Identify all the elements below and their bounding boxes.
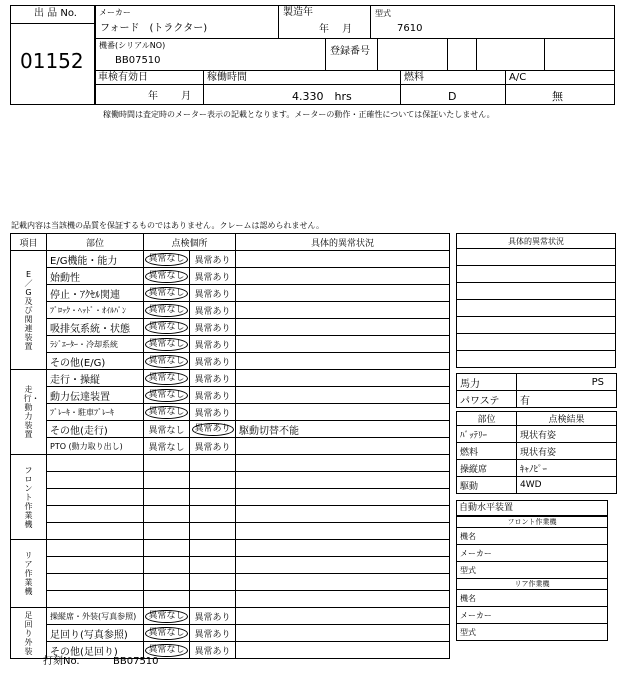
part-cell <box>47 574 144 591</box>
check-ng-cell <box>190 642 236 659</box>
hp-unit: PS <box>517 374 617 391</box>
check-ok-cell <box>144 319 190 336</box>
abnormality-option: 異常あり <box>194 612 231 623</box>
part-cell: その他(走行) <box>47 421 144 438</box>
right-detail-header: 具体的異常状況 <box>457 234 616 249</box>
check-ng-cell <box>190 336 236 353</box>
check-part: 駆動 <box>457 477 517 494</box>
check-row <box>457 443 617 460</box>
front-model-label: 型式 <box>457 562 608 579</box>
detail-cell <box>236 523 450 540</box>
no-abnormality-option: 異常なし <box>145 644 187 657</box>
part-cell <box>47 591 144 608</box>
info-vline-j <box>505 70 506 105</box>
part-header: 部位 <box>457 412 517 426</box>
check-part: 操縦席 <box>457 460 517 477</box>
abnormality-option: 異常あり <box>194 646 231 657</box>
front-maker-label: メーカー <box>457 545 608 562</box>
part-cell: E/G機能・能力 <box>47 251 144 268</box>
rear-maker-label: メーカー <box>457 607 608 624</box>
table-row <box>11 608 450 625</box>
maker-label: メーカー <box>99 8 131 17</box>
lot-number-divider <box>10 23 95 24</box>
no-abnormality-option: 異常なし <box>145 304 187 317</box>
col-detail-header: 具体的異常状況 <box>236 234 450 251</box>
table-row <box>11 557 450 574</box>
part-cell: 始動性 <box>47 268 144 285</box>
year-unit: 年 月 <box>319 24 353 35</box>
detail-cell <box>236 438 450 455</box>
model-label: 型式 <box>375 9 391 18</box>
stamp-value: BB07510 <box>113 656 159 667</box>
section-cell <box>11 455 47 540</box>
check-ng-cell <box>190 540 236 557</box>
right-detail-row <box>457 300 616 317</box>
table-row <box>11 336 450 353</box>
check-ok-cell <box>144 251 190 268</box>
rear-model-label: 型式 <box>457 624 608 641</box>
detail-cell: 駆動切替不能 <box>236 421 450 438</box>
check-ng-cell <box>190 625 236 642</box>
check-ng-cell <box>190 370 236 387</box>
part-cell: 停止・ｱｸｾﾙ関連 <box>47 285 144 302</box>
detail-cell <box>236 625 450 642</box>
serial-label: 機番(シリアルNO) <box>99 41 166 50</box>
table-row <box>11 506 450 523</box>
rear-name-label: 機名 <box>457 590 608 607</box>
col-check-header: 点検個所 <box>144 234 236 251</box>
table-header-row <box>11 234 450 251</box>
right-detail-row <box>457 249 616 266</box>
right-detail-row <box>457 283 616 300</box>
check-ok-cell <box>144 421 190 438</box>
abnormality-option: 異常あり <box>194 289 231 300</box>
info-line-2 <box>95 70 615 71</box>
table-row <box>11 370 450 387</box>
info-vline-g <box>544 38 545 70</box>
info-line-3 <box>95 84 615 85</box>
abnormality-option: 異常あり <box>194 323 231 334</box>
check-ok-cell <box>144 523 190 540</box>
model-value: 7610 <box>397 23 423 34</box>
no-abnormality-option: 異常なし <box>145 372 187 385</box>
check-ok-cell <box>144 438 190 455</box>
table-row <box>11 574 450 591</box>
table-row <box>11 438 450 455</box>
check-ng-cell <box>190 319 236 336</box>
lot-number: 01152 <box>20 49 84 73</box>
table-row <box>11 421 450 438</box>
check-ng-cell <box>190 472 236 489</box>
no-abnormality-option: 異常なし <box>145 338 187 351</box>
check-ng-cell <box>190 455 236 472</box>
check-ng-cell <box>190 489 236 506</box>
check-ok-cell <box>144 336 190 353</box>
check-value: 現状有姿 <box>517 426 617 443</box>
year-label: 製造年 <box>283 7 313 18</box>
table-row <box>11 285 450 302</box>
abnormality-option: 異常あり <box>194 272 231 283</box>
ac-value: 無 <box>552 90 563 103</box>
table-row <box>11 540 450 557</box>
check-ng-cell <box>190 387 236 404</box>
detail-cell <box>236 285 450 302</box>
check-ng-cell <box>190 574 236 591</box>
col-part-header: 部位 <box>47 234 144 251</box>
result-header: 点検結果 <box>517 412 617 426</box>
quality-note: 記載内容は当該機の品質を保証するものではありません。クレームは認められません。 <box>11 221 324 230</box>
section-label: リア作業機 <box>24 551 33 596</box>
part-cell <box>47 523 144 540</box>
table-row <box>11 404 450 421</box>
check-row <box>457 426 617 443</box>
detail-cell <box>236 540 450 557</box>
info-vline-c <box>325 38 326 70</box>
check-ok-cell <box>144 404 190 421</box>
check-ok-cell <box>144 268 190 285</box>
part-cell <box>47 489 144 506</box>
detail-cell <box>236 472 450 489</box>
part-cell <box>47 557 144 574</box>
section-label: E／G及び関連装置 <box>24 269 33 351</box>
section-label: 足回り外装 <box>24 610 33 656</box>
no-abnormality-option: 異常なし <box>145 406 187 419</box>
check-ok-cell <box>144 540 190 557</box>
detail-cell <box>236 353 450 370</box>
part-cell: ﾌﾞﾚｰｷ・駐車ﾌﾞﾚｰｷ <box>47 404 144 421</box>
front-name-label: 機名 <box>457 528 608 545</box>
no-abnormality-option: 異常なし <box>145 389 187 402</box>
no-abnormality-option: 異常なし <box>148 442 185 453</box>
part-cell: 足回り(写真参照) <box>47 625 144 642</box>
check-ng-cell <box>190 506 236 523</box>
table-row <box>11 251 450 268</box>
part-cell: 走行・操縦 <box>47 370 144 387</box>
right-detail-row <box>457 266 616 283</box>
check-ng-cell <box>190 438 236 455</box>
auto-level-label: 自動水平装置 <box>459 503 514 513</box>
front-attachment-table <box>456 516 608 641</box>
section-label: 走行・動力装置 <box>23 385 40 439</box>
check-value: 現状有姿 <box>517 443 617 460</box>
table-row <box>11 302 450 319</box>
part-cell: 操縦席・外装(写真参照) <box>47 608 144 625</box>
check-ok-cell <box>144 625 190 642</box>
power-steering-label: パワステ <box>457 391 517 408</box>
table-row <box>11 268 450 285</box>
check-ok-cell <box>144 472 190 489</box>
check-row <box>457 477 617 494</box>
detail-cell <box>236 591 450 608</box>
hp-label: 馬力 <box>457 374 517 391</box>
abnormality-option: 異常あり <box>194 442 231 453</box>
power-table <box>456 373 617 408</box>
info-vline-a <box>278 5 279 38</box>
info-vline-b <box>370 5 371 38</box>
abnormality-option: 異常あり <box>194 629 231 640</box>
section-cell <box>11 251 47 370</box>
registration-label: 登録番号 <box>330 46 370 57</box>
no-abnormality-option: 異常なし <box>145 270 187 283</box>
power-steering-value: 有 <box>517 391 617 408</box>
detail-cell <box>236 642 450 659</box>
table-row <box>11 523 450 540</box>
ac-label: A/C <box>509 72 527 83</box>
inspection-label: 車検有効日 <box>98 72 148 83</box>
detail-cell <box>236 387 450 404</box>
check-value: ｷｬﾉﾋﾟｰ <box>517 460 617 477</box>
detail-cell <box>236 506 450 523</box>
info-vline-f <box>476 38 477 70</box>
check-ok-cell <box>144 285 190 302</box>
check-ok-cell <box>144 302 190 319</box>
check-part: ﾊﾞｯﾃﾘｰ <box>457 426 517 443</box>
check-ng-cell <box>190 268 236 285</box>
part-cell: ﾗｼﾞｴｰﾀｰ・冷却系統 <box>47 336 144 353</box>
check-ok-cell <box>144 574 190 591</box>
stamp-label: 打刻No. <box>43 656 80 667</box>
detail-cell <box>236 404 450 421</box>
part-cell <box>47 455 144 472</box>
fuel-value: D <box>448 90 457 103</box>
check-ok-cell <box>144 353 190 370</box>
detail-cell <box>236 574 450 591</box>
right-detail-row <box>457 334 616 351</box>
detail-cell <box>236 319 450 336</box>
check-ng-cell <box>190 591 236 608</box>
detail-cell <box>236 608 450 625</box>
hours-label: 稼働時間 <box>207 72 247 83</box>
table-row <box>11 591 450 608</box>
part-cell: その他(E/G) <box>47 353 144 370</box>
table-row <box>11 625 450 642</box>
serial-value: BB07510 <box>115 55 161 66</box>
part-cell: PTO (動力取り出し) <box>47 438 144 455</box>
no-abnormality-option: 異常なし <box>145 610 187 623</box>
abnormality-option: 異常あり <box>194 255 231 266</box>
section-cell <box>11 540 47 608</box>
detail-cell <box>236 557 450 574</box>
check-ng-cell <box>190 523 236 540</box>
part-cell <box>47 540 144 557</box>
check-ok-cell <box>144 489 190 506</box>
check-ng-cell <box>190 404 236 421</box>
rear-attachment-title: リア作業機 <box>457 579 608 590</box>
detail-cell <box>236 302 450 319</box>
part-cell: 動力伝達装置 <box>47 387 144 404</box>
info-vline-h <box>203 70 204 105</box>
part-cell: その他(足回り) <box>47 642 144 659</box>
table-row <box>11 387 450 404</box>
right-detail-row <box>457 317 616 334</box>
part-cell <box>47 506 144 523</box>
abnormality-option: 異常あり <box>194 357 231 368</box>
check-ng-cell <box>190 285 236 302</box>
inspection-unit: 年 月 <box>148 91 192 102</box>
front-attachment-title: フロント作業機 <box>457 517 608 528</box>
table-row <box>11 489 450 506</box>
no-abnormality-option: 異常なし <box>145 321 187 334</box>
hours-value: 4.330 hrs <box>292 90 352 103</box>
fuel-label: 燃料 <box>404 72 424 83</box>
check-value: 4WD <box>517 477 617 494</box>
table-row <box>11 353 450 370</box>
part-cell: 吸排気系統・状態 <box>47 319 144 336</box>
check-ok-cell <box>144 370 190 387</box>
info-vline-e <box>447 38 448 70</box>
right-detail-table <box>456 233 616 368</box>
detail-cell <box>236 251 450 268</box>
section-cell <box>11 370 47 455</box>
detail-cell <box>236 489 450 506</box>
detail-cell <box>236 455 450 472</box>
col-item-header: 項目 <box>11 234 47 251</box>
table-row <box>11 472 450 489</box>
check-ok-cell <box>144 455 190 472</box>
info-vline-i <box>400 70 401 105</box>
no-abnormality-option: 異常なし <box>145 287 187 300</box>
right-detail-row <box>457 351 616 368</box>
no-abnormality-option: 異常なし <box>145 355 187 368</box>
abnormality-option: 異常あり <box>194 374 231 385</box>
check-row <box>457 460 617 477</box>
check-ng-cell <box>190 557 236 574</box>
check-part: 燃料 <box>457 443 517 460</box>
table-row <box>11 455 450 472</box>
detail-cell <box>236 336 450 353</box>
check-ng-cell <box>190 302 236 319</box>
abnormality-option: 異常あり <box>194 391 231 402</box>
check-ok-cell <box>144 608 190 625</box>
check-ng-cell <box>190 353 236 370</box>
no-abnormality-option: 異常なし <box>145 253 187 266</box>
abnormality-option: 異常あり <box>194 340 231 351</box>
abnormality-option: 異常あり <box>192 423 234 436</box>
check-result-table <box>456 411 617 494</box>
hours-note: 稼働時間は査定時のメーター表示の記載となります。メーターの動作・正確性については保証いたしません。 <box>103 110 495 119</box>
abnormality-option: 異常あり <box>194 408 231 419</box>
detail-cell <box>236 370 450 387</box>
check-ok-cell <box>144 387 190 404</box>
info-vline-d <box>377 38 378 70</box>
lot-label: 出 品 No. <box>34 8 77 19</box>
section-cell <box>11 608 47 659</box>
no-abnormality-option: 異常なし <box>145 627 187 640</box>
check-ng-cell <box>190 608 236 625</box>
part-cell: ﾌﾞﾛｯｸ・ﾍｯﾄﾞ・ｵｲﾙﾊﾟﾝ <box>47 302 144 319</box>
detail-cell <box>236 268 450 285</box>
table-row <box>11 319 450 336</box>
info-line-1 <box>95 38 615 39</box>
inspection-table <box>10 233 450 659</box>
section-label: フロント作業機 <box>24 465 33 529</box>
check-ok-cell <box>144 557 190 574</box>
check-ng-cell <box>190 251 236 268</box>
no-abnormality-option: 異常なし <box>148 425 185 436</box>
maker-value: フォード (トラクター) <box>100 23 208 34</box>
abnormality-option: 異常あり <box>194 306 231 317</box>
check-ng-cell <box>190 421 236 438</box>
check-ok-cell <box>144 506 190 523</box>
check-ok-cell <box>144 591 190 608</box>
part-cell <box>47 472 144 489</box>
